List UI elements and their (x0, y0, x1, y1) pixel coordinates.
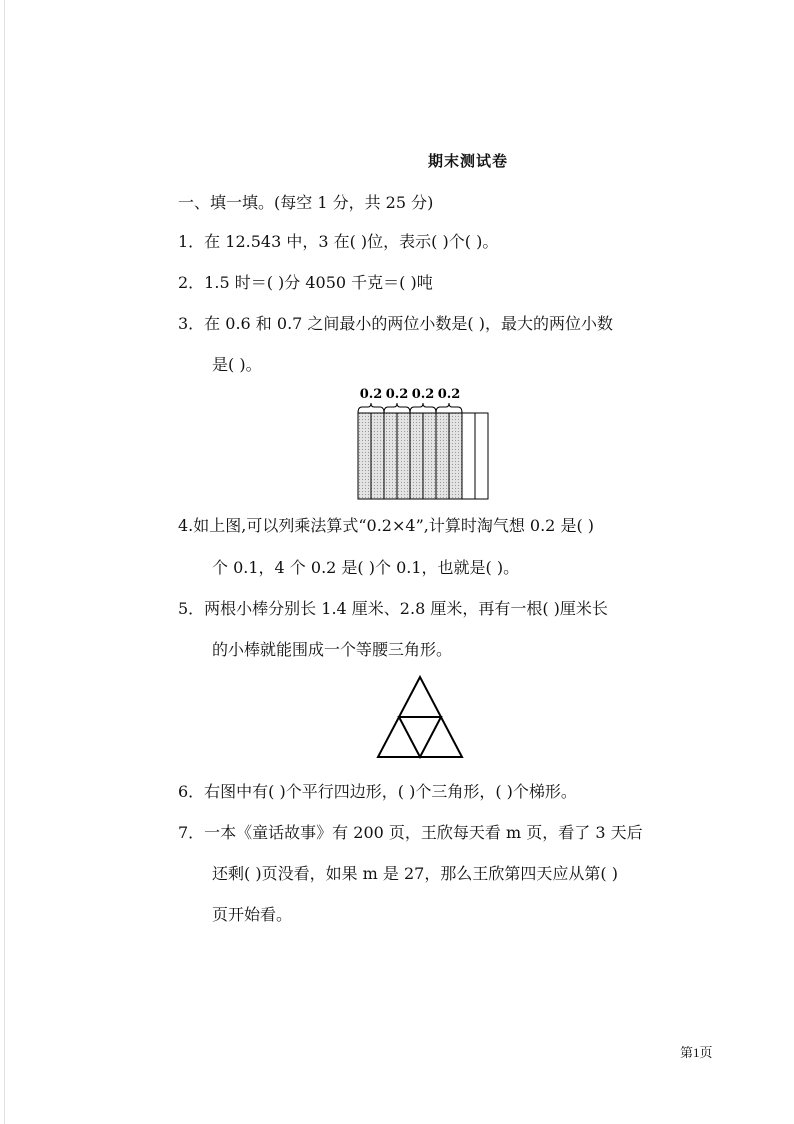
page-title: 期末测试卷 (427, 152, 508, 170)
question-1: 1．在 12.543 中，3 在( )位，表示( )个( )。 (178, 232, 499, 251)
brace (436, 403, 462, 413)
braces-group (358, 403, 462, 413)
question-2: 2．1.5 时＝( )分 4050 千克＝( )吨 (178, 273, 433, 292)
empty-strip (462, 413, 475, 499)
question-4-line-1: 4.如上图,可以列乘法算式“0.2×4”,计算时淘气想 0.2 是( ) (178, 516, 595, 535)
question-3-line-2: 是( )。 (212, 355, 262, 374)
empty-strip (475, 413, 488, 499)
triangle-figure (374, 672, 466, 762)
section-heading: 一、填一填。(每空 1 分，共 25 分) (178, 193, 434, 212)
strip-diagram (352, 385, 492, 503)
inner-triangle (399, 717, 441, 757)
question-7-line-1: 7．一本《童话故事》有 200 页，王欣每天看 m 页，看了 3 天后 (178, 823, 643, 842)
shaded-strip (410, 413, 423, 499)
question-3-line-1: 3．在 0.6 和 0.7 之间最小的两位小数是( )，最大的两位小数 (178, 314, 613, 333)
shaded-strip (397, 413, 410, 499)
question-5-line-1: 5．两根小棒分别长 1.4 厘米、2.8 厘米，再有一根( )厘米长 (178, 599, 608, 618)
brace-label: 0.2 (359, 387, 383, 402)
page-number: 第1页 (680, 1045, 713, 1060)
question-7-line-3: 页开始看。 (212, 905, 293, 924)
empty-strips (462, 413, 488, 499)
brace-label: 0.2 (437, 387, 461, 402)
brace-label: 0.2 (411, 387, 435, 402)
shaded-strips (358, 413, 462, 499)
question-4-line-2: 个 0.1，4 个 0.2 是( )个 0.1，也就是( )。 (212, 558, 520, 577)
shaded-strip (436, 413, 449, 499)
shaded-strip (449, 413, 462, 499)
shaded-strip (384, 413, 397, 499)
shaded-strip (423, 413, 436, 499)
question-5-line-2: 的小棒就能围成一个等腰三角形。 (212, 640, 453, 659)
brace (384, 403, 410, 413)
brace-labels-group (360, 387, 461, 402)
question-6: 6．右图中有( )个平行四边形，( )个三角形，( )个梯形。 (178, 782, 577, 801)
shaded-strip (358, 413, 371, 499)
shaded-strip (371, 413, 384, 499)
brace (358, 403, 384, 413)
brace (410, 403, 436, 413)
brace-label: 0.2 (385, 387, 409, 402)
question-7-line-2: 还剩( )页没看，如果 m 是 27，那么王欣第四天应从第( ) (212, 864, 618, 883)
